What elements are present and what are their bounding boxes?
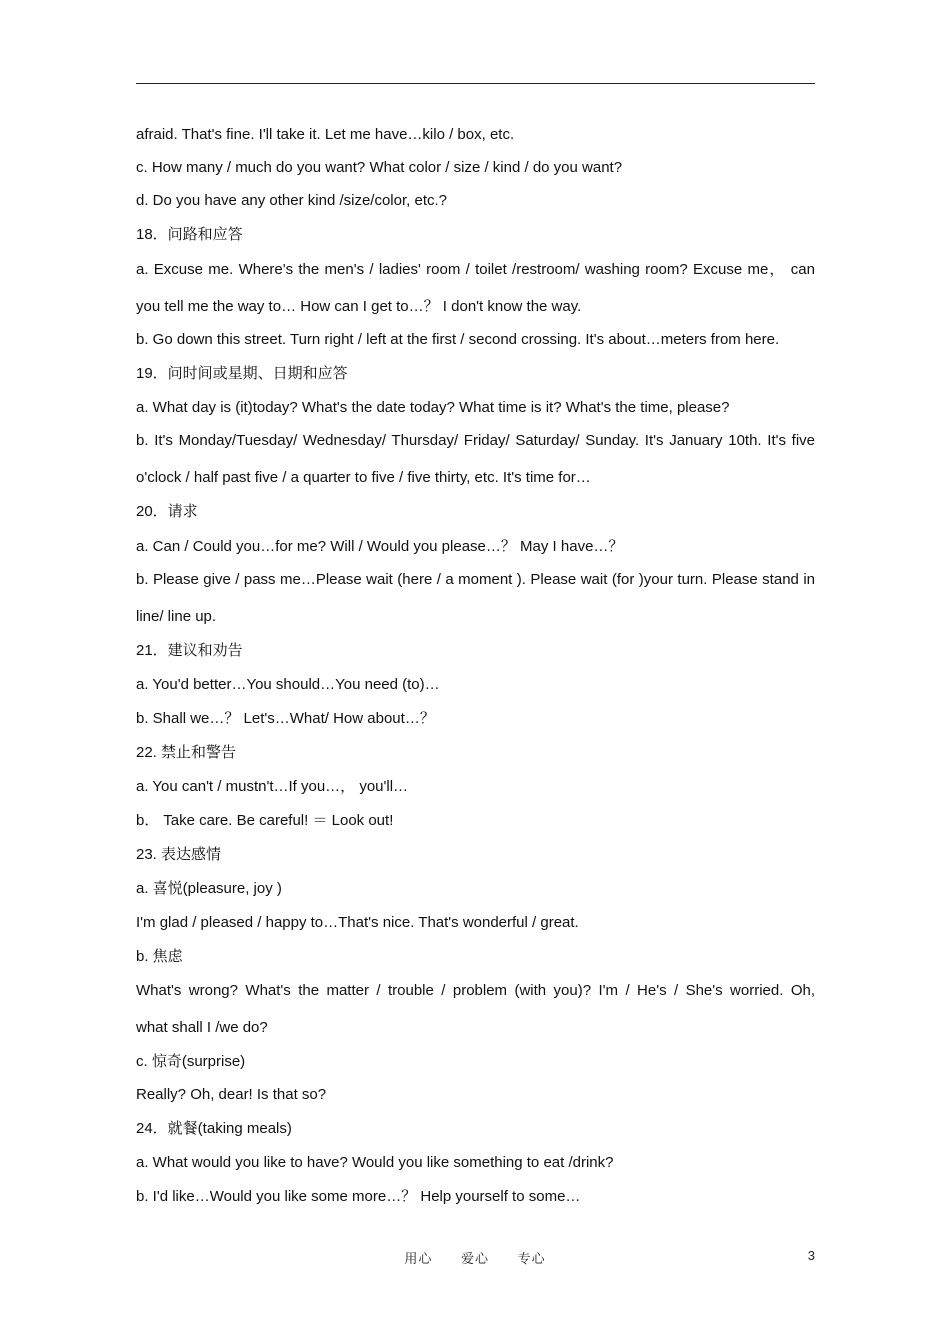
text-line: b. Shall we…？ Let's…What/ How about…？ [136,710,435,727]
section-heading: 24．就餐(taking meals) [136,1120,292,1137]
footer-word: 爱心 [460,1251,489,1266]
sub-heading: c. 惊奇(surprise) [136,1053,246,1070]
text-line: a. You can't / mustn't…If you…， you'll… [136,778,409,795]
sub-heading: b. 焦虑 [136,948,183,965]
text-line: a. What day is (it)today? What's the date today? What time is it? What's the time, please? [136,399,730,416]
section-heading: 19．问时间或星期、日期和应答 [136,365,348,382]
text-line: b． Take care. Be careful! ＝ Look out! [136,812,394,829]
text-line: afraid. That's fine. I'll take it. Let me have…kilo / box, etc. [136,126,515,143]
section-heading: 20．请求 [136,503,198,520]
text-line: what shall I /we do? [136,1019,268,1036]
section-heading: 23. 表达感情 [136,846,222,863]
text-line: line/ line up. [136,608,217,625]
text-line: b. Go down this street. Turn right / left at the first / second crossing. It's about…meters from here. [136,331,780,348]
text-line: you tell me the way to… How can I get to…？ I don't know the way. [136,298,582,315]
text-line: b. I'd like…Would you like some more…？ Help yourself to some… [136,1188,581,1205]
text-line: a. Excuse me. Where's the men's / ladies' room / toilet /restroom/ washing room? Excuse me， can [136,261,815,278]
text-line: I'm glad / pleased / happy to…That's nice. That's wonderful / great. [136,914,579,931]
section-heading: 18．问路和应答 [136,226,243,243]
header-rule [136,83,815,84]
text-line: d. Do you have any other kind /size/color, etc.? [136,192,448,209]
section-heading: 22. 禁止和警告 [136,744,237,761]
text-line: Really? Oh, dear! Is that so? [136,1086,327,1103]
text-line: a. You'd better…You should…You need (to)… [136,676,440,693]
page-number: 3 [807,1248,815,1263]
text-line: b. It's Monday/Tuesday/ Wednesday/ Thursday/ Friday/ Saturday/ Sunday. It's January 10th. It's five [136,432,815,449]
footer-word: 用心 [404,1251,433,1266]
footer-word: 专心 [517,1251,546,1266]
text-line: a. What would you like to have? Would you like something to eat /drink? [136,1154,614,1171]
text-line: a. Can / Could you…for me? Will / Would you please…？ May I have…？ [136,538,624,555]
text-line: b. Please give / pass me…Please wait (here / a moment ). Please wait (for )your turn. Please stand in [136,571,815,588]
text-line: What's wrong? What's the matter / trouble / problem (with you)? I'm / He's / She's worried. Oh, [136,982,815,999]
text-line: c. How many / much do you want? What color / size / kind / do you want? [136,159,623,176]
sub-heading: a. 喜悦(pleasure, joy ) [136,880,282,897]
text-line: o'clock / half past five / a quarter to five / five thirty, etc. It's time for… [136,469,591,486]
section-heading: 21．建议和劝告 [136,642,243,659]
